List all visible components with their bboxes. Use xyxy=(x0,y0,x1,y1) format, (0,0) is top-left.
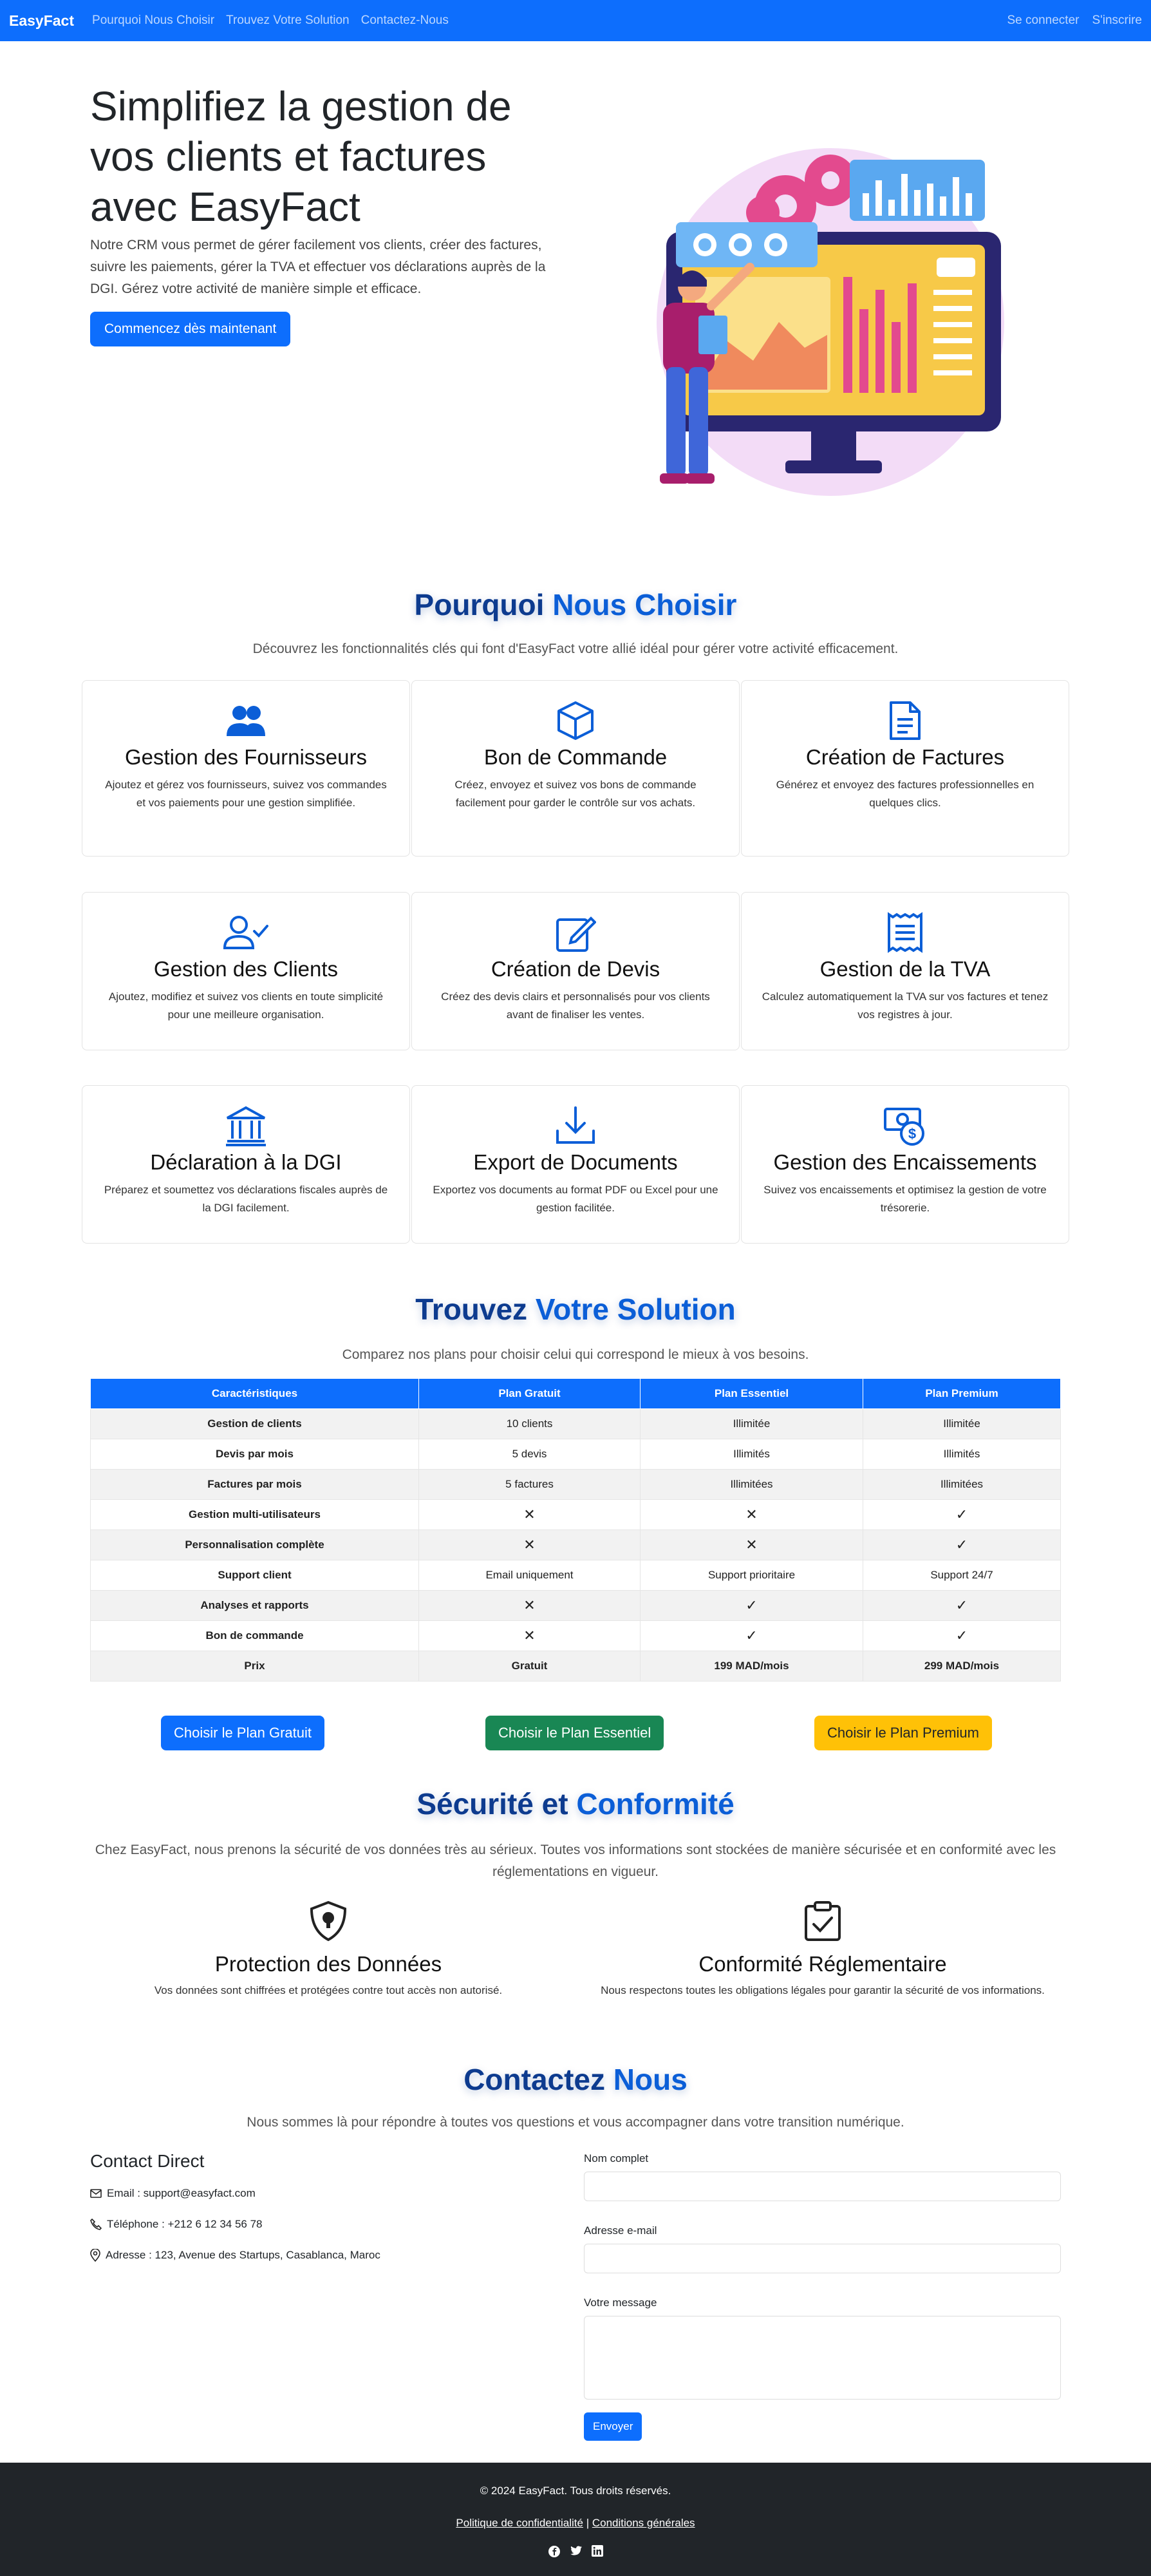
security-item-text: Vos données sont chiffrées et protégées contre tout accès non autorisé. xyxy=(154,1984,503,1996)
why-subtitle: Découvrez les fonctionnalités clés qui font d'EasyFact votre allié idéal pour gérer votre activité efficacement. xyxy=(252,641,899,656)
plans-title-part-b: Votre Solution xyxy=(535,1293,736,1326)
file-icon xyxy=(760,700,1051,741)
security-item-text: Nous respectons toutes les obligations légales pour garantir la sécurité de vos informations. xyxy=(601,1984,1045,1996)
twitter-icon[interactable] xyxy=(570,2545,583,2557)
why-title-part-b: Nous Choisir xyxy=(552,588,737,621)
table-cell: Illimitées xyxy=(863,1470,1061,1500)
feature-card-clients xyxy=(82,892,410,1050)
linkedin-icon[interactable] xyxy=(592,2545,603,2557)
table-cell: ✕ xyxy=(641,1530,863,1560)
terms-link[interactable]: Conditions générales xyxy=(592,2517,695,2529)
table-cell: Prix xyxy=(91,1651,419,1681)
feature-card-title: Création de Factures xyxy=(805,745,1005,769)
feature-card-text: Exportez vos documents au format PDF ou Excel pour une gestion facilitée. xyxy=(433,1184,718,1214)
feature-card-title: Gestion des Fournisseurs xyxy=(124,745,367,769)
hero-section xyxy=(90,81,579,346)
nav-link-why[interactable]: Pourquoi Nous Choisir xyxy=(92,14,215,27)
security-title-part-a: Sécurité et xyxy=(416,1787,577,1821)
footer-links xyxy=(0,2517,1151,2530)
login-link[interactable]: Se connecter xyxy=(1007,14,1080,27)
plans-title xyxy=(0,1292,1151,1327)
contact-email-line xyxy=(90,2187,380,2200)
security-title-part-b: Conformité xyxy=(576,1787,735,1821)
table-cell: 5 factures xyxy=(419,1470,641,1500)
contact-email: Email : support@easyfact.com xyxy=(107,2187,256,2199)
table-cell: Gratuit xyxy=(419,1651,641,1681)
feature-card-text: Calculez automatiquement la TVA sur vos factures et tenez vos registres à jour. xyxy=(762,990,1049,1021)
feature-card-title: Export de Documents xyxy=(473,1150,678,1174)
message-label: Votre message xyxy=(584,2297,657,2309)
pencil-square-icon xyxy=(430,912,721,953)
contact-title xyxy=(0,2062,1151,2097)
table-cell: Gestion multi-utilisateurs xyxy=(91,1500,419,1530)
feature-card-quotes xyxy=(411,892,740,1050)
table-cell: ✕ xyxy=(419,1500,641,1530)
contact-title-part-b: Nous xyxy=(613,2063,688,2096)
feature-card-text: Suivez vos encaissements et optimisez la gestion de votre trésorerie. xyxy=(763,1184,1047,1214)
choose-essential-plan-button[interactable]: Choisir le Plan Essentiel xyxy=(485,1716,664,1750)
feature-card-text: Ajoutez et gérez vos fournisseurs, suivez vos commandes et vos paiements pour une gestion simplifiée. xyxy=(105,779,387,809)
email-label: Adresse e-mail xyxy=(584,2224,657,2237)
download-icon xyxy=(430,1105,721,1146)
plans-title-part-a: Trouvez xyxy=(415,1293,536,1326)
name-input[interactable] xyxy=(584,2172,1061,2201)
footer-separator: | xyxy=(586,2517,590,2529)
table-cell: Illimitées xyxy=(641,1470,863,1500)
table-header: Plan Essentiel xyxy=(641,1379,863,1409)
plans-subtitle: Comparez nos plans pour choisir celui qui correspond le mieux à vos besoins. xyxy=(342,1347,809,1362)
signup-link[interactable]: S'inscrire xyxy=(1092,14,1142,27)
bank-icon xyxy=(100,1105,391,1146)
plans-table-body xyxy=(91,1409,1061,1681)
security-item-title: Conformité Réglementaire xyxy=(698,1952,947,1976)
table-cell: 5 devis xyxy=(419,1439,641,1470)
nav-link-contact[interactable]: Contactez-Nous xyxy=(360,14,449,27)
table-cell: Support 24/7 xyxy=(863,1560,1061,1591)
feature-card-dgi xyxy=(82,1085,410,1244)
table-cell: Illimitée xyxy=(863,1409,1061,1439)
table-cell: Bon de commande xyxy=(91,1621,419,1651)
table-cell: Gestion de clients xyxy=(91,1409,419,1439)
table-cell: ✕ xyxy=(641,1500,863,1530)
box-icon xyxy=(430,700,721,741)
table-cell: Analyses et rapports xyxy=(91,1591,419,1621)
table-cell: ✕ xyxy=(419,1591,641,1621)
social-icons xyxy=(0,2545,1151,2558)
table-cell: Devis par mois xyxy=(91,1439,419,1470)
table-row xyxy=(91,1651,1061,1681)
feature-card-title: Déclaration à la DGI xyxy=(150,1150,342,1174)
table-cell: ✓ xyxy=(863,1621,1061,1651)
users-icon xyxy=(100,700,391,741)
table-row xyxy=(91,1500,1061,1530)
table-cell: Illimitée xyxy=(641,1409,863,1439)
hero-title: Simplifiez la gestion de vos clients et factures avec EasyFact xyxy=(90,83,512,230)
table-cell: ✓ xyxy=(863,1591,1061,1621)
why-title xyxy=(0,587,1151,622)
feature-card-title: Gestion de la TVA xyxy=(819,957,991,981)
envelope-icon xyxy=(90,2189,102,2198)
table-cell: ✓ xyxy=(863,1530,1061,1560)
geo-pin-icon xyxy=(90,2249,100,2262)
clipboard-check-icon xyxy=(585,1900,1061,1946)
table-cell: ✓ xyxy=(641,1591,863,1621)
user-check-icon xyxy=(100,912,391,953)
choose-free-plan-button[interactable]: Choisir le Plan Gratuit xyxy=(161,1716,324,1750)
svg-text:$: $ xyxy=(908,1126,917,1142)
table-row xyxy=(91,1560,1061,1591)
feature-card-vat xyxy=(741,892,1069,1050)
security-item-compliance xyxy=(585,1900,1061,2000)
hero-illustration xyxy=(637,129,1024,502)
contact-address-line xyxy=(90,2249,380,2262)
contact-address: Adresse : 123, Avenue des Startups, Casablanca, Maroc xyxy=(106,2249,380,2261)
feature-card-purchase-order xyxy=(411,680,740,857)
table-header: Plan Premium xyxy=(863,1379,1061,1409)
hero-text: Notre CRM vous permet de gérer facilement vos clients, créer des factures, suivre les paiements, gérer la TVA et effectuer vos déclarations auprès de la DGI. Gérez votre activité de manière simple et efficace. xyxy=(90,238,546,296)
table-cell: Email uniquement xyxy=(419,1560,641,1591)
feature-card-title: Création de Devis xyxy=(491,957,660,981)
cash-coin-icon xyxy=(760,1105,1051,1146)
feature-card-text: Préparez et soumettez vos déclarations fiscales auprès de la DGI facilement. xyxy=(104,1184,388,1214)
privacy-link[interactable]: Politique de confidentialité xyxy=(456,2517,583,2529)
phone-icon xyxy=(90,2219,102,2230)
receipt-icon xyxy=(760,912,1051,953)
plans-table xyxy=(90,1378,1061,1681)
feature-card-export xyxy=(411,1085,740,1244)
feature-card-cash xyxy=(741,1085,1069,1244)
table-cell: ✓ xyxy=(641,1621,863,1651)
contact-subtitle: Nous sommes là pour répondre à toutes vos questions et vous accompagner dans votre transition numérique. xyxy=(247,2115,904,2130)
table-row xyxy=(91,1591,1061,1621)
table-cell: Illimités xyxy=(641,1439,863,1470)
table-row xyxy=(91,1470,1061,1500)
shield-lock-icon xyxy=(90,1900,566,1946)
footer xyxy=(0,2463,1151,2576)
security-title xyxy=(0,1786,1151,1821)
email-input[interactable] xyxy=(584,2244,1061,2273)
navbar xyxy=(0,0,1151,41)
table-cell: ✕ xyxy=(419,1530,641,1560)
why-title-part-a: Pourquoi xyxy=(414,588,553,621)
feature-card-text: Ajoutez, modifiez et suivez vos clients en toute simplicité pour une meilleure organisation. xyxy=(108,990,384,1021)
hero-cta-button[interactable]: Commencez dès maintenant xyxy=(90,312,290,346)
table-row xyxy=(91,1530,1061,1560)
table-row xyxy=(91,1439,1061,1470)
nav-link-solution[interactable]: Trouvez Votre Solution xyxy=(226,14,350,27)
table-cell: Personnalisation complète xyxy=(91,1530,419,1560)
table-cell: Factures par mois xyxy=(91,1470,419,1500)
table-cell: ✓ xyxy=(863,1500,1061,1530)
contact-direct xyxy=(90,2151,380,2262)
name-label: Nom complet xyxy=(584,2152,649,2164)
feature-card-text: Générez et envoyez des factures professionnelles en quelques clics. xyxy=(776,779,1034,809)
table-cell: ✕ xyxy=(419,1621,641,1651)
table-cell: Support prioritaire xyxy=(641,1560,863,1591)
contact-phone: Téléphone : +212 6 12 34 56 78 xyxy=(107,2218,263,2230)
table-cell: 299 MAD/mois xyxy=(863,1651,1061,1681)
send-button[interactable]: Envoyer xyxy=(584,2412,642,2441)
feature-card-title: Bon de Commande xyxy=(483,745,668,769)
table-cell: 199 MAD/mois xyxy=(641,1651,863,1681)
security-item-data-protection xyxy=(90,1900,566,2000)
message-textarea[interactable] xyxy=(584,2316,1061,2400)
contact-direct-title: Contact Direct xyxy=(90,2151,205,2171)
table-header: Caractéristiques xyxy=(91,1379,419,1409)
table-cell: 10 clients xyxy=(419,1409,641,1439)
security-item-title: Protection des Données xyxy=(214,1952,442,1976)
table-header-row xyxy=(91,1379,1061,1409)
security-subtitle: Chez EasyFact, nous prenons la sécurité de vos données très au sérieux. Toutes vos informations sont stockées de manière sécurisée et en conformité avec les réglementations en vigueur. xyxy=(95,1842,1056,1879)
feature-card-invoices xyxy=(741,680,1069,857)
contact-phone-line xyxy=(90,2218,380,2231)
footer-copyright: © 2024 EasyFact. Tous droits réservés. xyxy=(480,2485,671,2497)
feature-card-text: Créez, envoyez et suivez vos bons de commande facilement pour garder le contrôle sur vos achats. xyxy=(454,779,697,809)
table-row xyxy=(91,1409,1061,1439)
facebook-icon[interactable] xyxy=(548,2545,561,2558)
contact-form xyxy=(584,2152,1061,2441)
feature-card-title: Gestion des Clients xyxy=(153,957,339,981)
table-row xyxy=(91,1621,1061,1651)
feature-card-text: Créez des devis clairs et personnalisés pour vos clients avant de finaliser les ventes. xyxy=(441,990,710,1021)
brand-logo[interactable]: EasyFact xyxy=(9,12,75,29)
feature-card-title: Gestion des Encaissements xyxy=(773,1150,1037,1174)
contact-title-part-a: Contactez xyxy=(463,2063,613,2096)
table-header: Plan Gratuit xyxy=(419,1379,641,1409)
table-cell: Illimités xyxy=(863,1439,1061,1470)
table-cell: Support client xyxy=(91,1560,419,1591)
feature-card-suppliers xyxy=(82,680,410,857)
choose-premium-plan-button[interactable]: Choisir le Plan Premium xyxy=(814,1716,992,1750)
